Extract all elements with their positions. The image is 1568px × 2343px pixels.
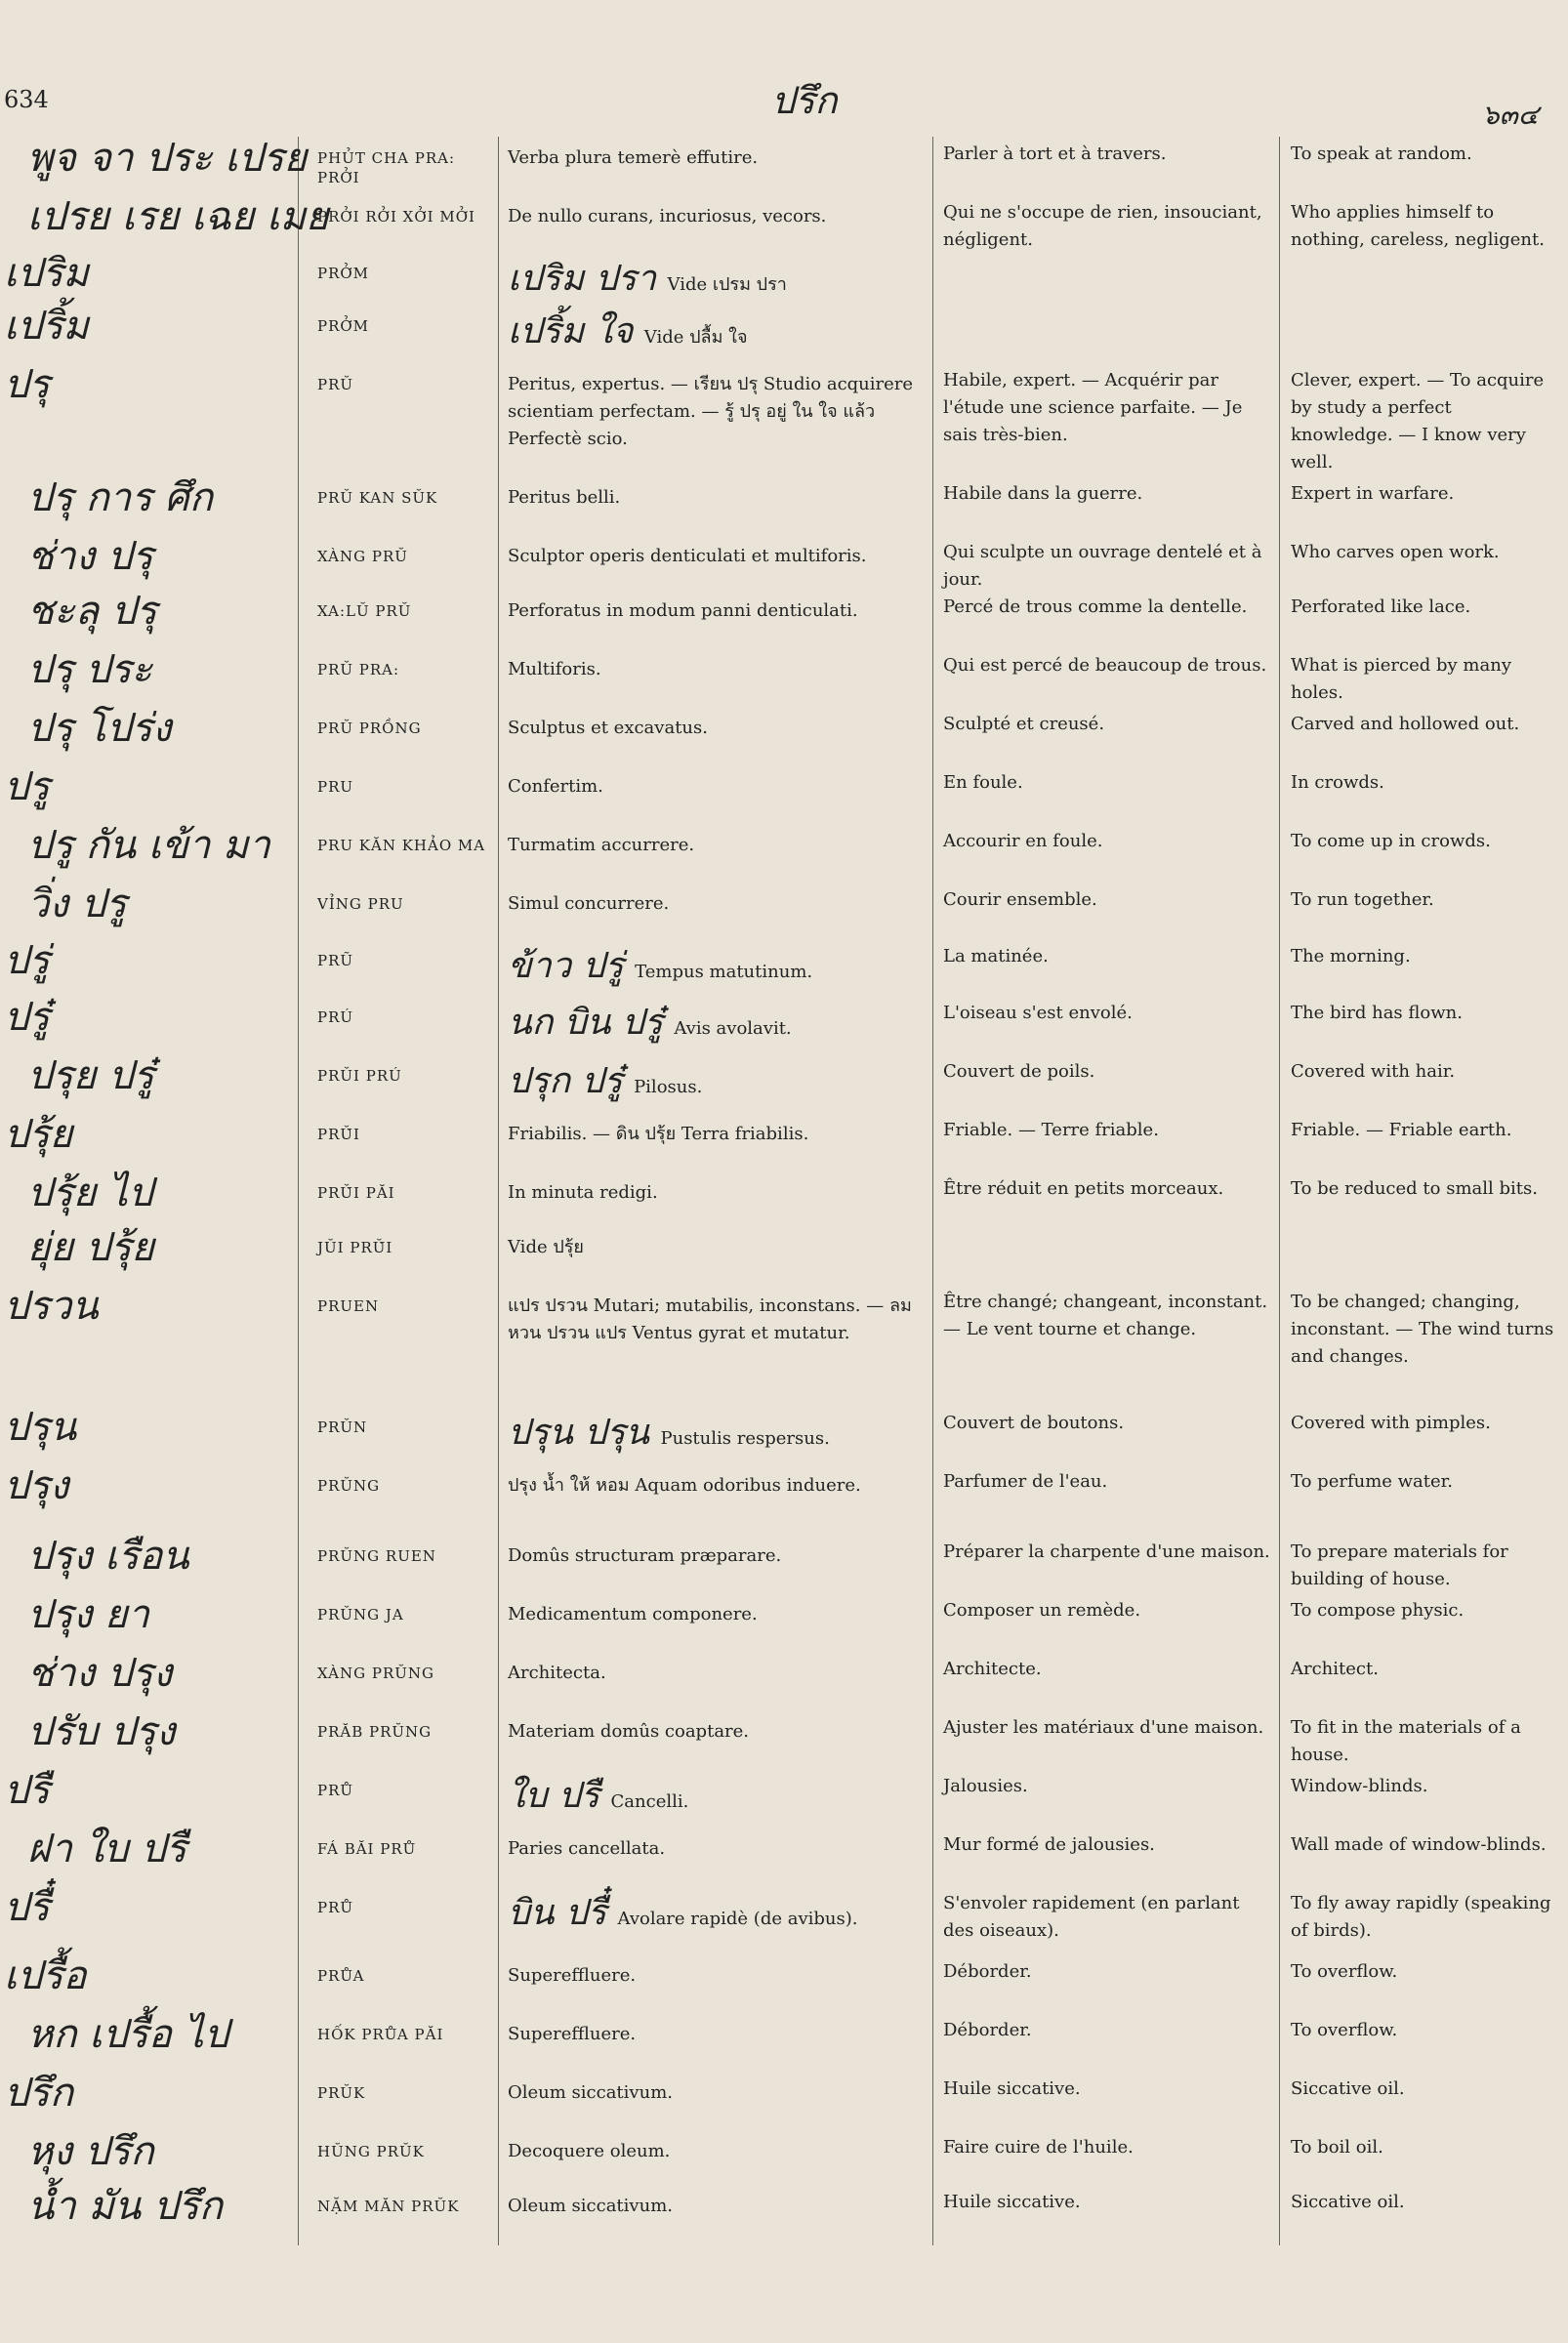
thai-headword: หุง ปรึก [27,2129,154,2174]
romanization: XA:LŬ PRŬ [317,602,412,620]
romanization: HŬNG PRŬK [317,2143,425,2160]
romanization: PRỞI RỞI XỞI MỞI [317,208,475,226]
thai-headword: ปรู [4,764,50,809]
latin-text: ปรุง น้ำ ให้ หอม Aquam odoribus induere. [508,1475,861,1496]
latin-definition [508,1464,928,1500]
thai-headword: ปรุน [4,1405,77,1450]
romanization: PRŬNG JA [317,1606,404,1624]
latin-definition [508,2072,928,2107]
latin-definition [508,1769,928,1816]
english-definition: To run together. [1291,889,1434,910]
english-definition: Covered with pimples. [1291,1413,1491,1433]
french-definition: Qui ne s'occupe de rien, insouciant, négligent. [943,202,1262,250]
french-definition: Jalousies. [943,1776,1028,1796]
english-definition [1291,305,1554,308]
romanization: PRŬ KAN SŬK [317,489,438,507]
romanization: FÁ BĂI PRŮ [317,1840,417,1858]
thai-headword: เปริ้ม [4,304,89,349]
latin-definition [508,476,928,512]
thai-headword: ปรุง ยา [27,1592,150,1637]
english-definition: Architect. [1291,1659,1379,1679]
latin-text: Cancelli. [610,1791,689,1812]
latin-definition [508,590,928,625]
english-definition: In crowds. [1291,772,1384,793]
thai-example: นก บิน ปรู๋ [508,1003,675,1043]
latin-definition [508,2130,928,2165]
english-definition: Friable. — Friable earth. [1291,1120,1512,1140]
english-definition: Who applies himself to nothing, careless, negligent. [1291,202,1545,250]
latin-definition [508,363,928,453]
romanization: PRŬK [317,2084,366,2102]
french-definition: Parfumer de l'eau. [943,1471,1108,1492]
latin-text: แปร ปรวน Mutari; mutabilis, inconstans. — ลม หวน ปรวน แปร Ventus gyrat et mutatur. [508,1295,912,1343]
latin-text: De nullo curans, incuriosus, vecors. [508,206,827,226]
thai-headword: ปรื๋ [4,1885,50,1930]
latin-definition [508,1172,928,1207]
thai-example: ข้าว ปรู่ [508,946,636,986]
thai-headword: ปรู๋ [4,995,50,1040]
latin-definition [508,195,928,230]
french-definition: L'oiseau s'est envolé. [943,1003,1133,1023]
thai-example: บิน ปรื๋ [508,1893,618,1933]
french-definition: Courir ensemble. [943,889,1097,910]
thai-headword: ปรุ โปร่ง [27,706,172,751]
romanization: PRŬI PRÚ [317,1067,402,1085]
english-definition: Who carves open work. [1291,542,1500,562]
english-definition: Window-blinds. [1291,1776,1428,1796]
thai-headword: ช่าง ปรุ [27,534,153,579]
latin-text: Tempus matutinum. [635,962,813,982]
french-definition: Être réduit en petits morceaux. [943,1178,1224,1199]
romanization: PRỞM [317,317,370,335]
latin-definition [508,1652,928,1687]
latin-text: Avolare rapidè (de avibus). [617,1909,858,1929]
french-definition: Accourir en foule. [943,831,1103,851]
thai-headword: ชะลุ ปรุ [27,589,157,634]
english-definition: What is pierced by many holes. [1291,655,1511,703]
latin-definition [508,648,928,683]
romanization: PRŬN [317,1418,368,1436]
romanization: PRŮ [317,1899,354,1916]
thai-headword: ปรวน [4,1284,99,1329]
latin-text: Turmatim accurrere. [508,835,695,855]
french-definition: Qui sculpte un ouvrage dentelé et à jour. [943,542,1262,590]
romanization: NẶM MĂN PRŬK [317,2198,460,2215]
english-definition: Clever, expert. — To acquire by study a perfect knowledge. — I know very well. [1291,370,1545,473]
french-definition: Préparer la charpente d'une maison. [943,1541,1270,1562]
latin-text: Medicamentum componere. [508,1604,758,1624]
column-divider [1279,137,1280,2245]
latin-definition [508,1535,928,1570]
french-definition: Déborder. [943,1961,1032,1982]
latin-text: Pustulis respersus. [660,1428,830,1449]
column-divider [498,137,499,2245]
thai-headword: ปรู กัน เข้า มา [27,823,270,868]
english-definition: To overflow. [1291,1961,1398,1982]
latin-text: Confertim. [508,776,603,797]
latin-definition [508,1226,928,1261]
french-definition: Qui est percé de beaucoup de trous. [943,655,1267,676]
french-definition: Huile siccative. [943,2192,1081,2212]
french-definition: Mur formé de jalousies. [943,1834,1155,1855]
latin-text: Multiforis. [508,659,601,679]
page-number: 634 [4,86,49,113]
romanization: PRŬNG [317,1477,381,1495]
english-definition: Covered with hair. [1291,1061,1456,1082]
english-definition: To come up in crowds. [1291,831,1491,851]
latin-text: Vide ปลื้ม ใจ [643,327,748,348]
romanization: PRŬ̀I PĂI [317,1184,395,1202]
latin-text: Paries cancellata. [508,1838,666,1859]
latin-text: In minuta redigi. [508,1182,658,1203]
column-divider [298,137,299,2245]
latin-text: Verba plura temerè effutire. [508,147,759,168]
english-definition: The bird has flown. [1291,1003,1463,1023]
english-definition: Expert in warfare. [1291,483,1455,504]
romanization: PRĂB PRŬNG [317,1723,433,1741]
romanization: PRŬ̀I [317,1126,360,1143]
latin-definition [508,137,928,172]
english-definition: To perfume water. [1291,1471,1454,1492]
latin-definition [508,996,928,1043]
french-definition: Friable. — Terre friable. [943,1120,1159,1140]
english-definition: To speak at random. [1291,144,1472,164]
latin-definition [508,305,928,351]
romanization: HỐK PRŮA PĂI [317,2026,444,2043]
french-definition: Ajuster les matériaux d'une maison. [943,1717,1264,1738]
french-definition: Habile, expert. — Acquérir par l'étude une science parfaite. — Je sais très-bien. [943,370,1243,445]
romanization: PRŨ [317,952,354,969]
romanization: PRÚ [317,1008,354,1026]
thai-headword: ปรุ ประ [27,647,152,692]
french-definition: Huile siccative. [943,2078,1081,2099]
running-headword: ปรึก [771,79,838,122]
english-definition: To fit in the materials of a house. [1291,1717,1521,1765]
french-definition: Composer un remède. [943,1600,1141,1621]
english-definition [1291,252,1554,256]
latin-text: Perforatus in modum panni denticulati. [508,600,858,621]
latin-definition [508,1710,928,1746]
latin-definition [508,765,928,801]
latin-definition [508,883,928,918]
column-divider [932,137,933,2245]
english-definition: Siccative oil. [1291,2192,1405,2212]
thai-headword: เปริม [4,251,89,296]
romanization: PRŮ [317,1782,354,1799]
thai-example: ปรุน ปรุน [508,1413,661,1453]
english-definition: To boil oil. [1291,2137,1383,2158]
french-definition: Déborder. [943,2020,1032,2040]
french-definition [943,252,1275,256]
french-definition: Sculpté et creusé. [943,714,1105,734]
latin-text: Vide ปรุ้ย [508,1237,584,1257]
romanization: PRU KĂN KHẢO MA [317,837,486,854]
thai-headword: ปรุ้ย [4,1112,73,1157]
romanization: PRŬ [317,376,354,393]
latin-definition [508,1828,928,1863]
thai-headword: ปรุย ปรู๋ [27,1053,154,1098]
french-definition: En foule. [943,772,1023,793]
romanization: PRŬ PRỒNG [317,719,422,737]
french-definition: Faire cuire de l'huile. [943,2137,1134,2158]
romanization: PHỦT CHA PRA: PRỞI [317,149,456,186]
romanization: PRU [317,778,354,796]
latin-definition [508,707,928,742]
thai-example: เปริม ปรา [508,259,668,299]
thai-headword: ฝา ใบ ปรื [27,1827,187,1871]
latin-text: Simul concurrere. [508,893,670,914]
thai-example: ใบ ปรื [508,1776,611,1816]
latin-definition [508,2185,928,2220]
latin-text: Supereffluere. [508,2024,637,2044]
french-definition: Parler à tort et à travers. [943,144,1167,164]
latin-text: Friabilis. — ดิน ปรุ้ย Terra friabilis. [508,1124,809,1144]
thai-headword: ยุ่ย ปรุ้ย [27,1225,154,1270]
romanization: PRŮA [317,1967,365,1985]
english-definition: To compose physic. [1291,1600,1465,1621]
thai-headword: วิ่ง ปรู [27,882,127,926]
english-definition: To prepare materials for building of house. [1291,1541,1508,1589]
thai-headword: ช่าง ปรุง [27,1651,173,1696]
latin-definition [508,1406,928,1453]
french-definition [943,305,1275,308]
french-definition: Couvert de poils. [943,1061,1095,1082]
latin-text: Domûs structuram præparare. [508,1545,782,1566]
french-definition: La matinée. [943,946,1049,966]
romanization: VỈNG PRU [317,895,404,913]
latin-definition [508,535,928,570]
english-definition: To overflow. [1291,2020,1398,2040]
latin-definition [508,1285,928,1347]
thai-headword: ปรึก [4,2071,74,2116]
latin-text: Peritus, expertus. — เรียน ปรุ Studio acquirere scientiam perfectam. — รู้ ปรุ อยู่ ใน ใจ แล้ว Perfectè scio. [508,374,914,449]
latin-definition [508,2013,928,2048]
thai-headword: น้ำ มัน ปรึก [27,2184,224,2229]
english-definition: To be changed; changing, inconstant. — The wind turns and changes. [1291,1292,1554,1367]
latin-text: Oleum siccativum. [508,2082,673,2103]
thai-headword: เปรย เรย เฉย เมย [27,194,329,239]
romanization: XÀNG PRŬNG [317,1665,434,1682]
french-definition: S'envoler rapidement (en parlant des oiseaux). [943,1893,1240,1941]
latin-definition [508,1886,928,1933]
french-definition: Être changé; changeant, inconstant. — Le vent tourne et change. [943,1292,1268,1339]
romanization: PRŬNG RUEN [317,1547,436,1565]
thai-example: ปรุก ปรู๋ [508,1061,635,1101]
thai-headword: หก เปรื้อ ไป [27,2012,229,2057]
romanization: PRŬ PRA: [317,661,400,678]
latin-text: Decoquere oleum. [508,2141,671,2161]
latin-definition [508,1954,928,1990]
latin-definition [508,1113,928,1148]
french-definition: Architecte. [943,1659,1042,1679]
thai-headword: ปรื [4,1768,50,1813]
latin-definition [508,252,928,299]
thai-headword: ปรุ [4,362,50,407]
english-definition: Wall made of window-blinds. [1291,1834,1547,1855]
french-definition: Habile dans la guerre. [943,483,1143,504]
english-definition: To fly away rapidly (speaking of birds). [1291,1893,1551,1941]
latin-text: Architecta. [508,1663,606,1683]
french-definition: Percé de trous comme la dentelle. [943,596,1248,617]
thai-headword: ปรุง [4,1463,69,1508]
latin-text: Supereffluere. [508,1965,637,1986]
english-definition: The morning. [1291,946,1411,966]
french-definition [943,1226,1275,1230]
latin-definition [508,824,928,859]
thai-page-number: ๖๓๔ [1481,99,1539,131]
romanization: JŬI PRŬ̀I [317,1239,393,1256]
english-definition: Siccative oil. [1291,2078,1405,2099]
english-definition: Perforated like lace. [1291,596,1471,617]
romanization: PRỞM [317,265,370,282]
latin-text: Vide เปรม ปรา [667,274,787,295]
french-definition: Couvert de boutons. [943,1413,1125,1433]
thai-headword: พูจ จา ประ เปรย [27,136,308,181]
thai-headword: ปรุ้ย ไป [27,1171,153,1215]
thai-headword: เปรื้อ [4,1953,87,1998]
thai-headword: ปรุง เรือน [27,1534,189,1579]
english-definition [1291,1226,1554,1230]
latin-text: Oleum siccativum. [508,2196,673,2216]
romanization: PRUEN [317,1297,380,1315]
latin-text: Materiam domûs coaptare. [508,1721,750,1742]
latin-text: Peritus belli. [508,487,621,508]
latin-definition [508,939,928,986]
latin-text: Sculptor operis denticulati et multiforis. [508,546,867,566]
thai-headword: ปรู่ [4,938,50,983]
thai-headword: ปรุ การ ศึก [27,475,214,520]
latin-text: Pilosus. [634,1077,703,1097]
latin-text: Avis avolavit. [674,1018,792,1039]
thai-example: เปริ้ม ใจ [508,311,644,351]
latin-definition [508,1054,928,1101]
english-definition: To be reduced to small bits. [1291,1178,1538,1199]
romanization: XÀNG PRŬ [317,548,408,565]
thai-headword: ปรับ ปรุง [27,1709,176,1754]
latin-text: Sculptus et excavatus. [508,718,708,738]
english-definition: Carved and hollowed out. [1291,714,1520,734]
latin-definition [508,1593,928,1628]
